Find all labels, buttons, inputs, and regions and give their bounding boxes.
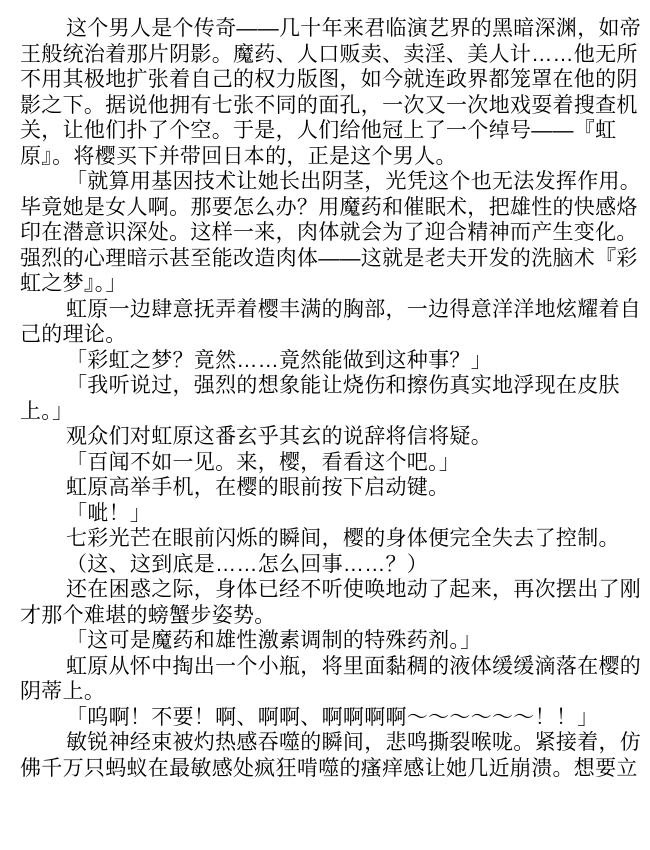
text-line: 「就算用基因技术让她长出阴茎，光凭这个也无法发挥作用。 xyxy=(66,170,642,193)
text-line: （这、这到底是……怎么回事……？） xyxy=(66,552,429,576)
text-line: 「彩虹之梦？竟然……竟然能做到这种事？」 xyxy=(66,348,492,372)
text-line: 虹原从怀中掏出一个小瓶，将里面黏稠的液体缓缓滴落在樱的 xyxy=(66,654,642,678)
text-line: 王般统治着那片阴影。魔药、人口贩卖、卖淫、美人计……他无所 xyxy=(20,42,638,66)
text-line: 才那个难堪的螃蟹步姿势。 xyxy=(20,603,276,627)
text-line: 还在困惑之际，身体已经不听使唤地动了起来，再次摆出了刚 xyxy=(66,578,642,601)
text-line: 「呜啊！不要！啊、啊啊、啊啊啊啊～～～～～～！！」 xyxy=(66,705,599,729)
text-line: 阴蒂上。 xyxy=(20,680,106,703)
text-line: 七彩光芒在眼前闪烁的瞬间，樱的身体便完全失去了控制。 xyxy=(66,527,620,550)
text-line: 「呲！」 xyxy=(66,501,152,525)
text-line: 原』。将樱买下并带回日本的，正是这个男人。 xyxy=(20,144,457,168)
text-line: 关，让他们扑了个空。于是，人们给他冠上了一个绰号——『虹 xyxy=(20,119,617,142)
text-line: 观众们对虹原这番玄乎其玄的说辞将信将疑。 xyxy=(66,425,492,448)
text-line: 印在潜意识深处。这样一来，肉体就会为了迎合精神而产生变化。 xyxy=(20,221,638,244)
text-line: 敏锐神经束被灼热感吞噬的瞬间，悲鸣撕裂喉咙。紧接着，仿 xyxy=(66,731,642,754)
text-line: 虹原一边肆意抚弄着樱丰满的胸部，一边得意洋洋地炫耀着自 xyxy=(66,297,642,321)
text-line: 毕竟她是女人啊。那要怎么办？用魔药和催眠术，把雄性的快感烙 xyxy=(20,195,638,219)
text-line: 佛千万只蚂蚁在最敏感处疯狂啃噬的瘙痒感让她几近崩溃。想要立 xyxy=(20,756,638,780)
text-line: 影之下。据说他拥有七张不同的面孔，一次又一次地戏耍着搜查机 xyxy=(20,93,638,117)
text-line: 虹原高举手机，在樱的眼前按下启动键。 xyxy=(66,476,450,499)
text-line: 己的理论。 xyxy=(20,323,127,346)
text-line: 强烈的心理暗示甚至能改造肉体——这就是老夫开发的洗脑术『彩 xyxy=(20,246,638,270)
text-line: 上。」 xyxy=(20,399,74,423)
text-line: 虹之梦』。」 xyxy=(20,272,127,295)
text-line: 「这可是魔药和雄性激素调制的特殊药剂。」 xyxy=(66,629,482,652)
text-line: 「百闻不如一见。来，樱，看看这个吧。」 xyxy=(66,450,461,474)
text-line: 「我听说过，强烈的想象能让烧伤和擦伤真实地浮现在皮肤 xyxy=(66,374,620,397)
text-line: 不用其极地扩张着自己的权力版图，如今就连政界都笼罩在他的阴 xyxy=(20,68,638,91)
text-line: 这个男人是个传奇——几十年来君临演艺界的黑暗深渊，如帝 xyxy=(66,17,642,40)
